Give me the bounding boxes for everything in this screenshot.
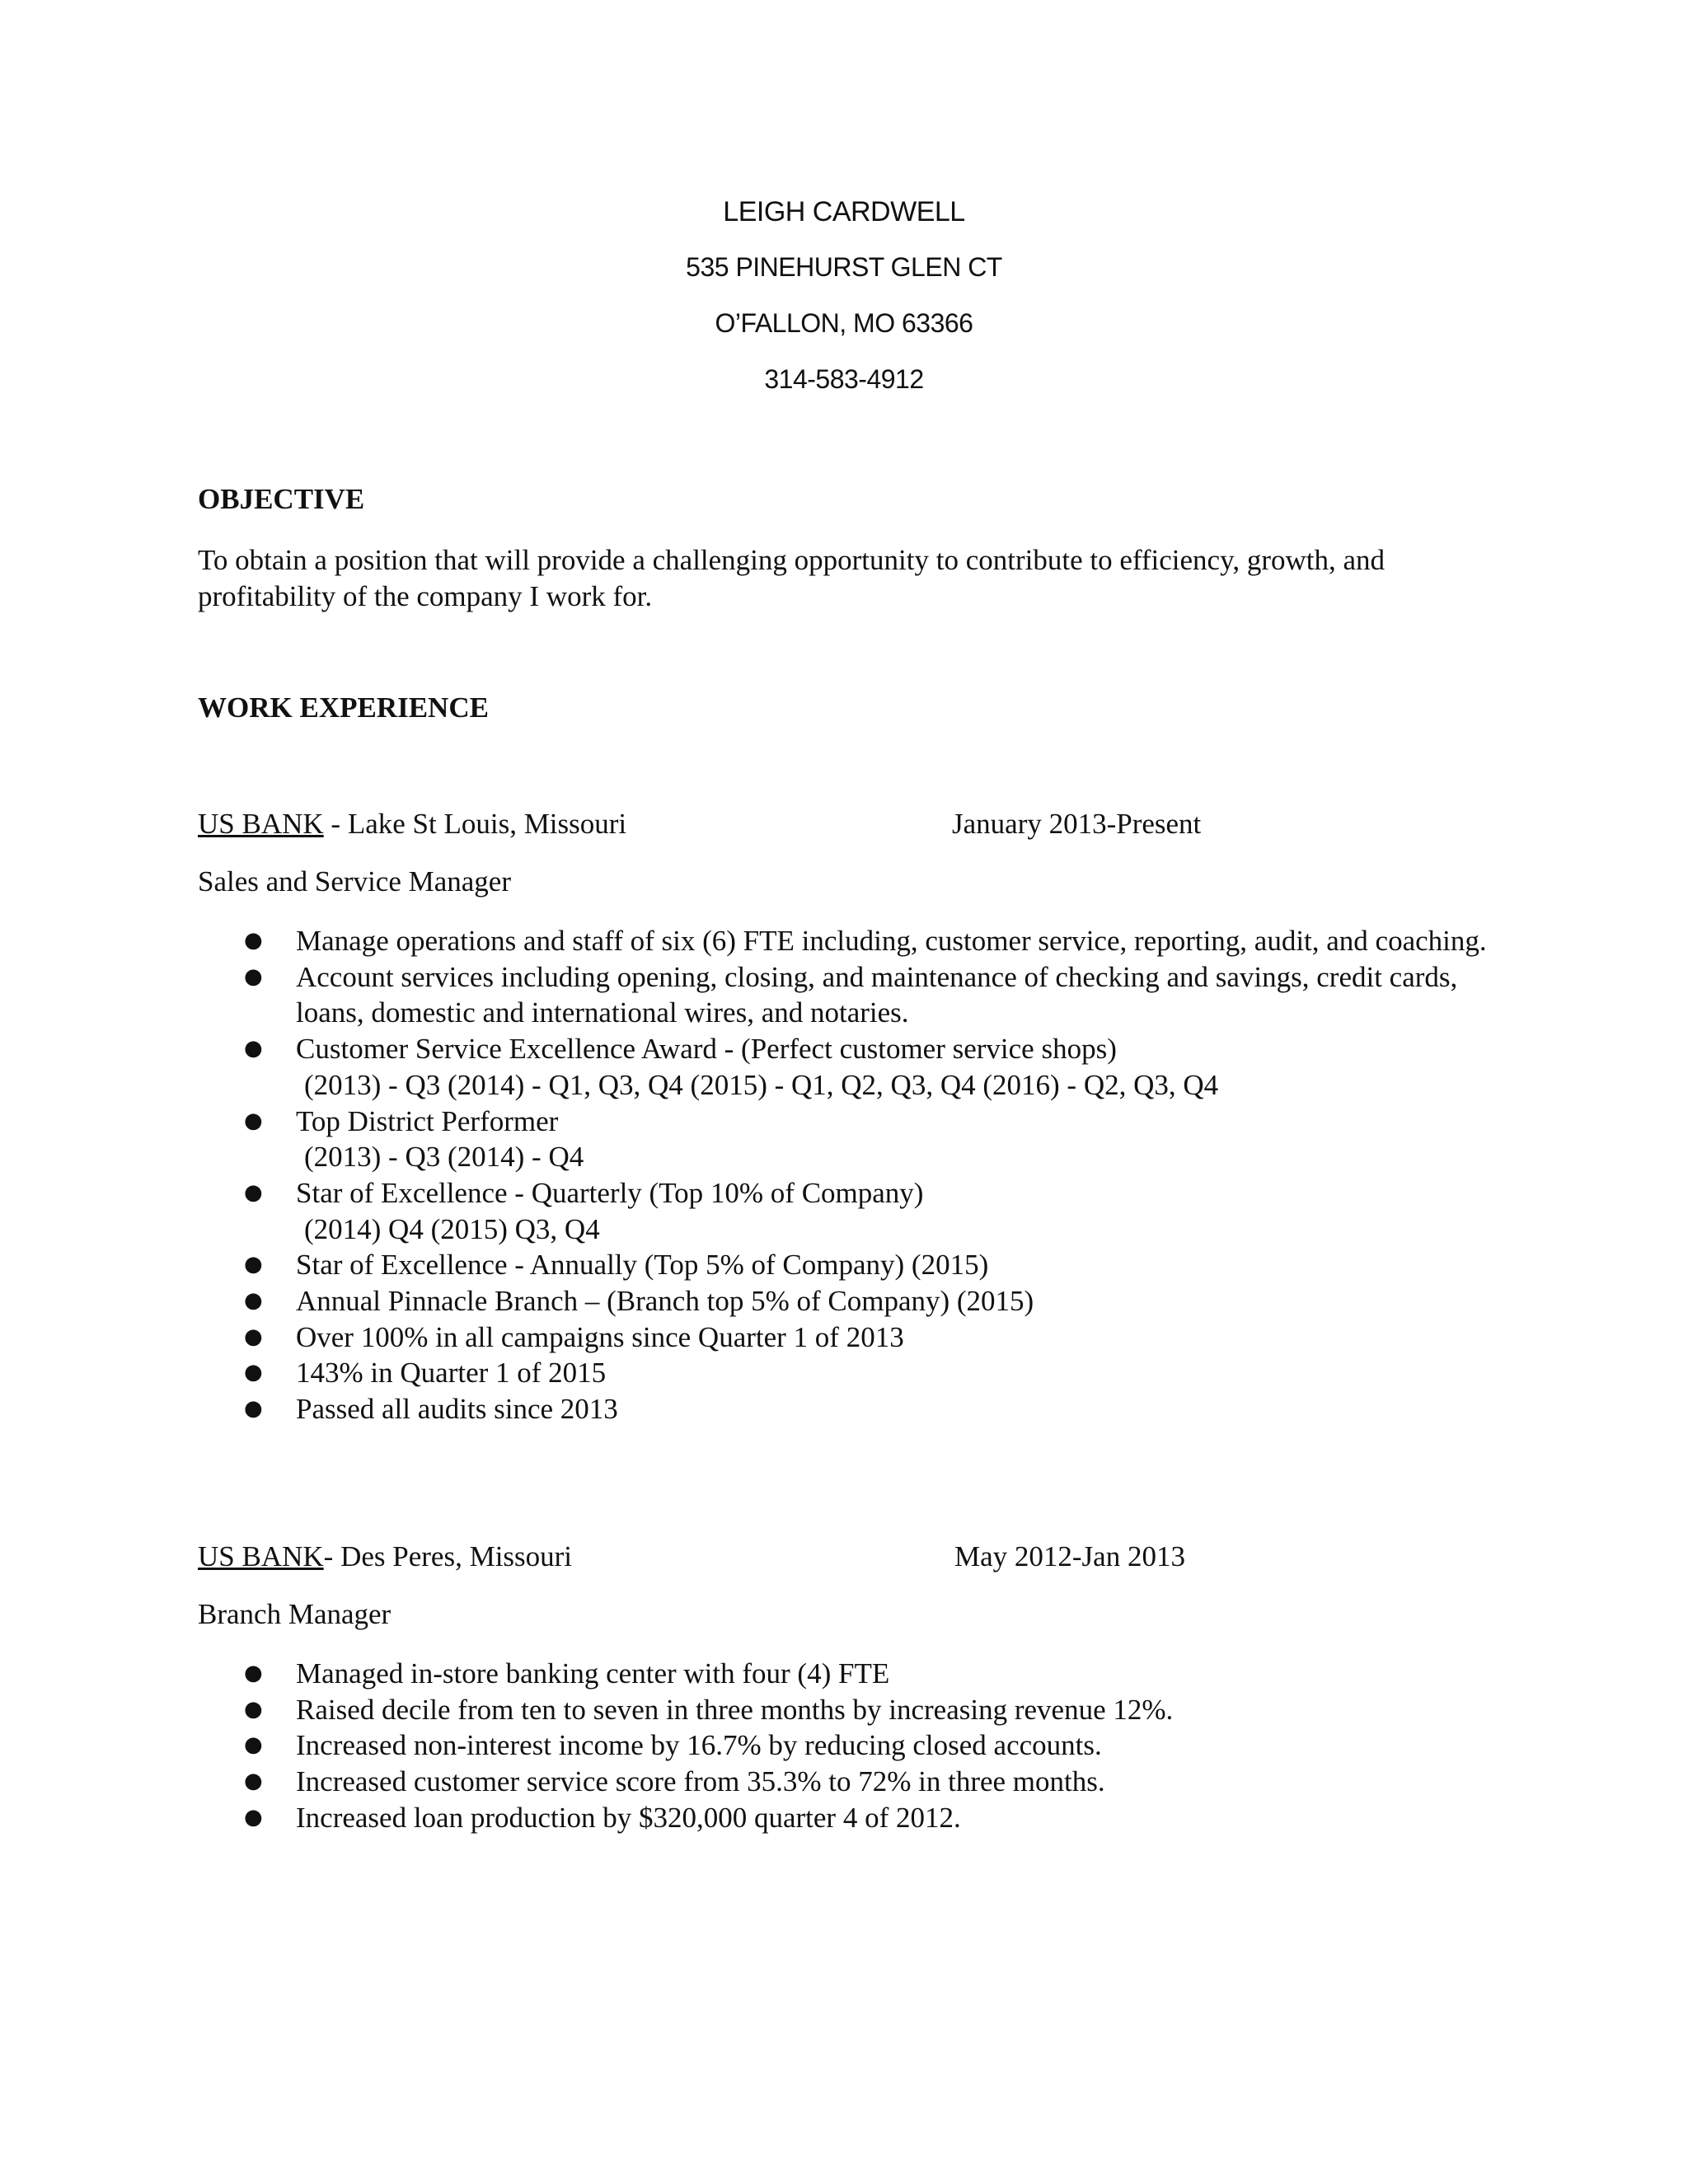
- candidate-name: LEIGH CARDWELL: [723, 196, 965, 227]
- bullet-item: [0, 1800, 1688, 1836]
- address-line-1: 535 PINEHURST GLEN CT: [686, 252, 1002, 282]
- bullet-text: Top District Performer: [296, 1104, 559, 1137]
- bullet-dot-icon: ●: [244, 1252, 263, 1277]
- bullet-item: [0, 1391, 1688, 1427]
- company-name: US BANK: [198, 808, 324, 840]
- bullet-item: [0, 923, 1688, 959]
- job-title: Sales and Service Manager: [198, 865, 511, 898]
- job-dates: January 2013-Present: [952, 808, 1202, 840]
- bullet-dot-icon: ●: [244, 1360, 263, 1385]
- bullet-dot-icon: ●: [244, 1036, 263, 1062]
- bullet-subtext: (2014) Q4 (2015) Q3, Q4: [304, 1212, 600, 1245]
- bullet-dot-icon: ●: [244, 1396, 263, 1422]
- phone-number: 314-583-4912: [764, 364, 924, 394]
- bullet-item: [0, 959, 1688, 1031]
- bullet-dot-icon: ●: [244, 1661, 263, 1685]
- job-dates: May 2012-Jan 2013: [954, 1540, 1185, 1572]
- bullet-dot-icon: ●: [244, 963, 263, 989]
- bullet-item: [0, 1283, 1688, 1319]
- bullet-item: [0, 1355, 1688, 1391]
- bullet-dot-icon: ●: [244, 1732, 263, 1758]
- bullet-text: Customer Service Excellence Award - (Perfect customer service shops): [296, 1033, 1117, 1066]
- bullet-text: Star of Excellence - Annually (Top 5% of Company) (2015): [296, 1249, 989, 1282]
- bullet-text: Increased loan production by $320,000 quarter 4 of 2012.: [296, 1801, 961, 1834]
- bullet-dot-icon: ●: [244, 1804, 263, 1830]
- bullet-item: [0, 1319, 1688, 1356]
- bullet-dot-icon: ●: [244, 1324, 263, 1349]
- bullet-dot-icon: ●: [244, 1288, 263, 1314]
- job-title: Branch Manager: [198, 1598, 392, 1630]
- bullet-text: Raised decile from ten to seven in three months by increasing revenue 12%.: [296, 1693, 1174, 1726]
- bullet-text: Increased non-interest income by 16.7% by reducing closed accounts.: [296, 1729, 1102, 1762]
- job-employer: [198, 1540, 572, 1573]
- bullet-text: Annual Pinnacle Branch – (Branch top 5% of Company) (2015): [296, 1285, 1034, 1318]
- bullet-text: Managed in-store banking center with four (4) FTE: [296, 1657, 890, 1690]
- bullet-item: [0, 1727, 1688, 1764]
- job-bullet-list: [0, 1656, 1688, 1836]
- bullet-dot-icon: ●: [244, 1696, 263, 1722]
- bullet-text: Star of Excellence - Quarterly (Top 10% of Company): [296, 1176, 924, 1209]
- bullet-item: [0, 1104, 1688, 1175]
- address-line-2: O’FALLON, MO 63366: [715, 308, 973, 338]
- bullet-text: 143% in Quarter 1 of 2015: [296, 1357, 607, 1390]
- company-name: US BANK: [198, 1540, 324, 1572]
- bullet-dot-icon: ●: [244, 928, 263, 953]
- bullet-subtext: (2013) - Q3 (2014) - Q1, Q3, Q4 (2015) - Q1, Q2, Q3, Q4 (2016) - Q2, Q3, Q4: [304, 1068, 1219, 1101]
- job-location: - Lake St Louis, Missouri: [323, 808, 627, 840]
- bullet-text: Over 100% in all campaigns since Quarter 1 of 2013: [296, 1320, 904, 1353]
- bullet-dot-icon: ●: [244, 1108, 263, 1133]
- bullet-text: Manage operations and staff of six (6) FTE including, customer service, reporting, audit, and coaching.: [296, 925, 1487, 957]
- bullet-item: [0, 1692, 1688, 1728]
- bullet-dot-icon: ●: [244, 1179, 263, 1205]
- job-employer: [198, 808, 626, 841]
- job-location: - Des Peres, Missouri: [323, 1540, 573, 1572]
- bullet-item: [0, 1031, 1688, 1103]
- bullet-item: [0, 1175, 1688, 1247]
- work-experience-heading: WORK EXPERIENCE: [198, 691, 489, 724]
- bullet-dot-icon: ●: [244, 1769, 263, 1794]
- bullet-text: Increased customer service score from 35.3% to 72% in three months.: [296, 1765, 1105, 1798]
- bullet-text: Passed all audits since 2013: [296, 1393, 618, 1426]
- bullet-item: [0, 1656, 1688, 1692]
- bullet-text: Account services including opening, closing, and maintenance of checking and savings, credit cards, loans, domestic and international wires, and notaries.: [296, 960, 1458, 1029]
- bullet-item: [0, 1247, 1688, 1283]
- objective-text: To obtain a position that will provide a challenging opportunity to contribute to efficiency, growth, and profitability of the company I work for.: [198, 544, 1386, 612]
- bullet-subtext: (2013) - Q3 (2014) - Q4: [304, 1141, 584, 1174]
- job-bullet-list: [0, 923, 1688, 1427]
- bullet-item: [0, 1764, 1688, 1800]
- objective-heading: OBJECTIVE: [198, 483, 365, 515]
